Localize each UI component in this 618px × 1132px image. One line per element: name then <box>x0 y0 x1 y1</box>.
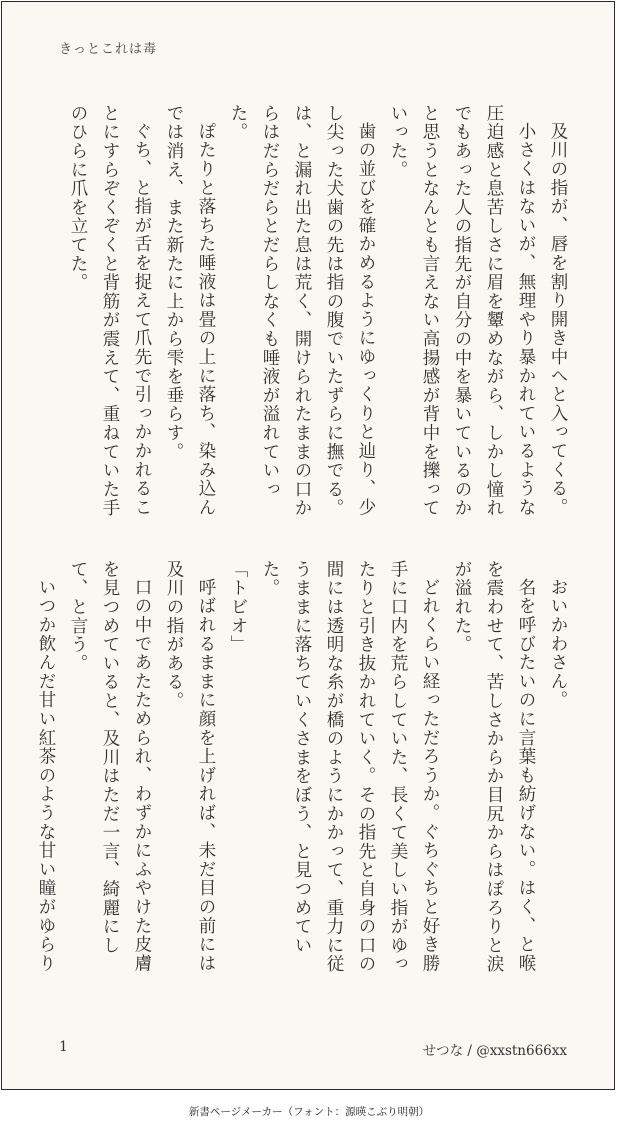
paragraph: 口の中であたためられ、わずかにふやけた皮膚を見つめていると、及川はただ一言、綺麗にして、と言う。 <box>68 560 152 973</box>
paragraph: 小さくはないが、無理やり暴かれているような圧迫感と息苦しさに眉を顰めながら、しかし憧れでもあった人の指先が自分の中を暴いているのかと思うとなんとも言えない高揚感が背中を擽っていった。 <box>388 104 536 518</box>
paragraph: どれくらい経っただろうか。ぐちぐちと好き勝手に口内を荒らしていた、長くて美しい指がゆったりと引き抜かれていく。その指先と自身の口の間には透明な糸が橋のようにかかって、重力に従うままに落ちていくさまをぼう、と見つめていた。 <box>260 560 440 974</box>
text-column-lower <box>36 560 574 990</box>
paragraph: 呼ばれるままに顔を上げれば、未だ目の前には及川の指がある。 <box>164 560 216 973</box>
paragraph: 名を呼びたいのに言葉も紡げない。はく、と喉を震わせて、苦しさからか目尻からはぽろりと涙が溢れた。 <box>452 560 536 974</box>
page-number: 1 <box>59 1039 68 1055</box>
paragraph: 「トビオ」 <box>228 560 248 654</box>
book-page <box>1 1 615 1090</box>
paragraph: ぽたりと落ちた唾液は畳の上に落ち、染み込んでは消え、また新たに上から雫を垂らす。 <box>164 104 216 517</box>
paragraph: ぐち、と指が舌を捉えて爪先で引っかかれることにすらぞくぞくと背筋が震えて、重ねていた手のひらに爪を立てた。 <box>68 104 152 518</box>
text-column-upper <box>54 104 574 534</box>
paragraph: おいかわさん。 <box>548 577 568 710</box>
author-credit: せつな / @xxstn666xx <box>422 1043 567 1059</box>
generator-credit: 新書ページメーカー（フォント：源暎こぶり明朝） <box>188 1106 430 1118</box>
running-title: きっとこれは毒 <box>59 42 158 57</box>
paragraph: 及川の指が、唇を割り開き中へと入ってくる。 <box>548 121 568 517</box>
paragraph: いつか飲んだ甘い紅茶のような甘い瞳がゆらり <box>36 577 56 973</box>
paragraph: 歯の並びを確かめるようにゆっくりと辿り、少し尖った犬歯の先は指の腹でいたずらに撫でる。は、と漏れ出た息は荒く、開けられたままの口からはだらだらとだらしなくも唾液が溢れていった。 <box>228 104 376 518</box>
